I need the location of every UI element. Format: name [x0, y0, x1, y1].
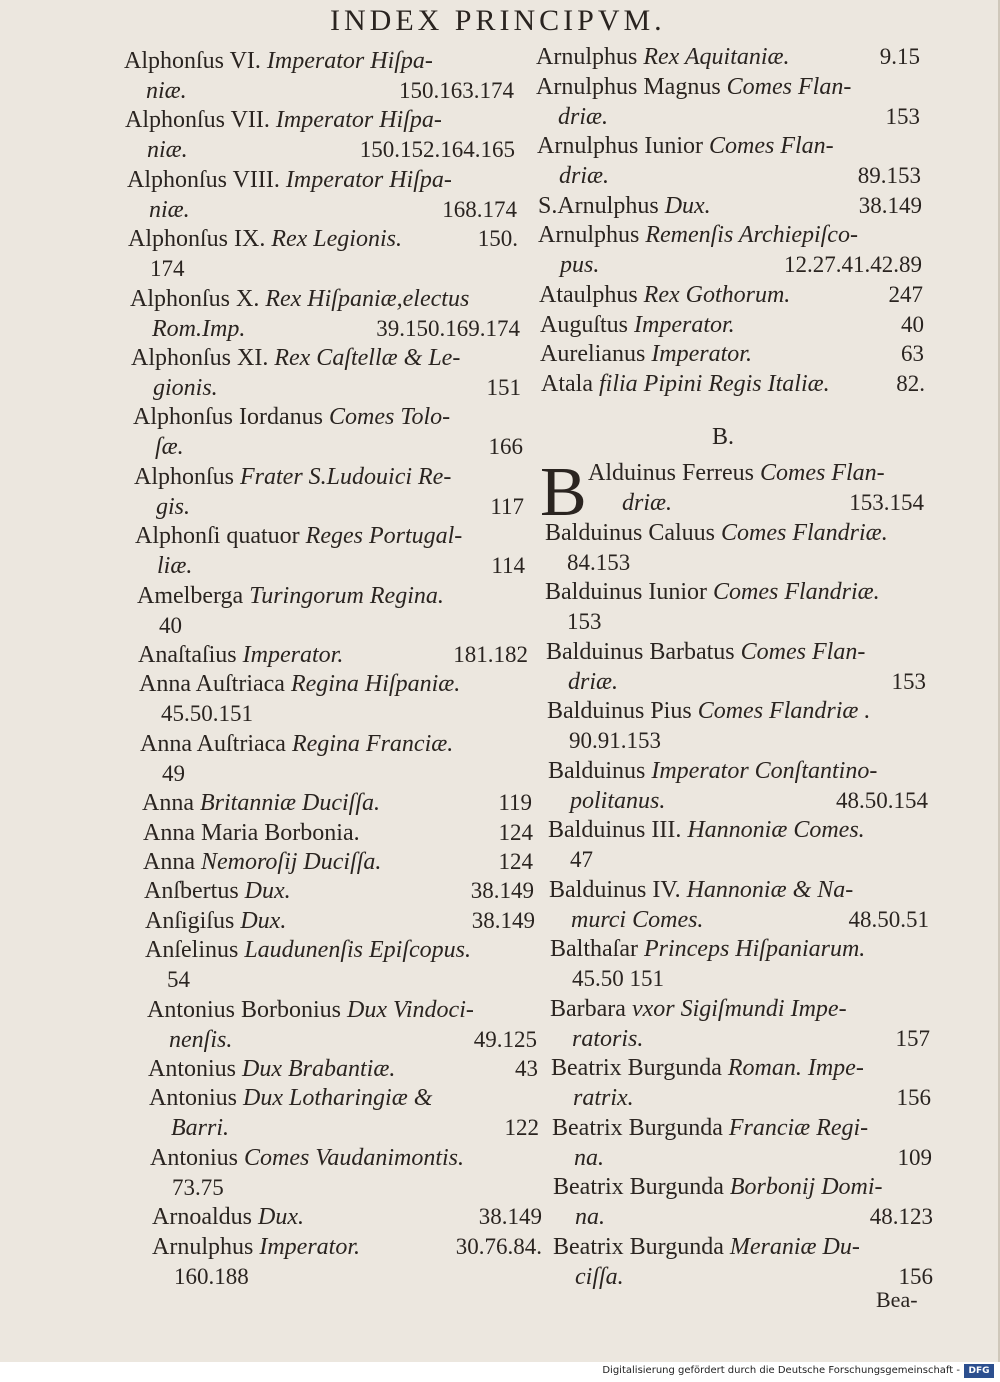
entry-title: Nemoroſij Duciſſa.: [200, 849, 382, 875]
entry-line: [143, 820, 360, 847]
entry-pages: 49.125: [473, 1026, 537, 1052]
entry-title: filia Pipini Regis Italiæ.: [598, 370, 830, 397]
entry-pages: 39.150.169.174: [376, 315, 520, 341]
entry-line: [548, 758, 877, 785]
entry-line: [553, 1234, 860, 1261]
entry-pages: 247: [888, 282, 923, 307]
entry-continuation: na.: [575, 1204, 605, 1230]
entry-line: [128, 226, 402, 253]
entry-title: Frater S.Ludouici Re-: [240, 463, 452, 490]
entry-name: Balduinus Barbatus: [546, 638, 735, 665]
entry-pages: 38.149: [858, 192, 922, 218]
entry-continuation: liæ.: [157, 553, 193, 580]
entry-title: Dux Lotharingiæ &: [243, 1085, 433, 1112]
entry-title: Comes Tolo-: [328, 404, 451, 431]
entry-pages: 150.: [477, 226, 518, 252]
entry-name: Beatrix Burgunda: [551, 1055, 722, 1081]
entry-title: Comes Flan-: [708, 133, 834, 160]
entry-pages: 174: [150, 256, 185, 282]
entry-name: Arnulphus: [538, 222, 640, 249]
entry-name: Ataulphus: [539, 282, 638, 308]
entry-pages: 117: [490, 493, 524, 519]
entry-title: Borbonij Domi-: [729, 1174, 883, 1200]
entry-line: [550, 936, 865, 963]
entry-title: Hannoniæ & Na-: [686, 876, 854, 903]
entry-line: [540, 312, 735, 339]
entry-line: [145, 908, 286, 935]
entry-line: [131, 345, 460, 372]
entry-title: Dux Vindoci-: [347, 996, 474, 1023]
entry-title: Reges Portugal-: [305, 523, 463, 550]
index-entry: [548, 817, 928, 877]
entry-name: Antonius: [150, 1144, 239, 1171]
entry-pages: 122: [504, 1115, 539, 1141]
entry-title: Imperator.: [634, 311, 735, 338]
entry-name: Arnulphus: [152, 1233, 254, 1260]
entry-title: Princeps Hiſpaniarum.: [643, 936, 866, 962]
entry-line: [547, 698, 870, 725]
entry-title: Imperator.: [259, 1233, 361, 1260]
index-entry: [553, 1234, 933, 1294]
entry-name: Alphonſus Iordanus: [133, 404, 323, 431]
entry-line: [538, 193, 711, 220]
entry-name: Beatrix Burgunda: [553, 1174, 724, 1200]
entry-title: Rex Legionis.: [271, 226, 402, 253]
entry-line: [545, 579, 880, 606]
entry-name: Alphonſus VII.: [125, 107, 270, 134]
entry-name: Arnulphus Magnus: [536, 73, 721, 100]
entry-title: vxor Sigiſmundi Impe-: [631, 995, 847, 1022]
entry-continuation: politanus.: [570, 787, 666, 814]
entry-line: [148, 1056, 395, 1083]
index-entry: [152, 1234, 542, 1294]
entry-pages: 166: [488, 434, 523, 460]
entry-name: Anna: [142, 790, 194, 817]
digitization-footer: [0, 1362, 1000, 1382]
entry-pages: 153: [567, 609, 602, 634]
index-entry: [538, 222, 922, 282]
index-entry: [544, 460, 924, 520]
entry-line: [133, 404, 450, 431]
entry-pages: 40: [901, 311, 924, 337]
entry-name: Balthaſar: [550, 936, 638, 962]
entry-line: [541, 371, 830, 398]
entry-pages: 89.153: [857, 163, 921, 189]
entry-name: Balduinus Caluus: [545, 519, 716, 546]
entry-pages: 114: [491, 553, 525, 579]
entry-title: Comes Flan-: [740, 638, 866, 665]
index-entry: [137, 583, 527, 643]
index-entry: [550, 936, 930, 996]
entry-name: Balduinus: [548, 757, 646, 784]
entry-continuation: Barri.: [171, 1115, 230, 1142]
entry-line: [125, 107, 442, 134]
entry-pages: 168.174: [442, 196, 517, 222]
entry-pages: 109: [897, 1144, 932, 1170]
entry-continuation: ratrix.: [573, 1085, 634, 1111]
entry-title: Rex Aquitaniæ.: [643, 44, 790, 70]
entry-pages: 49: [162, 760, 185, 786]
entry-continuation: niæ.: [147, 137, 188, 164]
entry-line: [537, 133, 834, 160]
entry-title: Dux.: [257, 1204, 304, 1231]
entry-line: [149, 1085, 432, 1112]
entry-line: [137, 583, 444, 610]
entry-line: [145, 937, 471, 964]
entry-title: Dux.: [240, 907, 287, 934]
entry-line: [538, 222, 858, 249]
entry-name: S.Arnulphus: [538, 192, 659, 219]
entry-title: Dux Brabantiæ.: [242, 1056, 396, 1082]
index-entry: [124, 48, 514, 108]
entry-name: Atala: [541, 370, 593, 397]
index-entry: [147, 997, 537, 1057]
entry-line: [144, 878, 291, 905]
entry-continuation: driæ.: [559, 163, 610, 190]
entry-pages: 124: [498, 849, 533, 874]
entry-name: Antonius: [149, 1085, 238, 1112]
entry-pages: 153: [885, 103, 920, 129]
entry-pages: 119: [498, 790, 532, 816]
section-heading-b: B.: [712, 424, 735, 450]
entry-line: [152, 1204, 304, 1231]
entry-pages: 47: [570, 847, 593, 872]
index-entry: [149, 1085, 539, 1145]
entry-line: [150, 1145, 464, 1172]
entry-line: [553, 1174, 883, 1201]
index-entry: [135, 523, 525, 583]
entry-pages: 82.: [896, 370, 925, 396]
entry-continuation: nenſis.: [169, 1026, 233, 1053]
entry-title: Hannoniæ Comes.: [687, 817, 865, 843]
entry-continuation: gis.: [156, 493, 191, 520]
entry-line: [140, 731, 453, 758]
entry-title: Regina Franciæ.: [291, 730, 454, 757]
entry-continuation: driæ.: [622, 490, 673, 516]
dfg-logo: DFG: [964, 1364, 994, 1378]
index-entry: [150, 1145, 540, 1205]
entry-title: Turingorum Regina.: [249, 582, 444, 609]
entry-title: Imperator Conſtantino-: [651, 757, 878, 784]
entry-continuation: driæ.: [558, 103, 609, 130]
index-entry: [125, 107, 515, 167]
entry-title: Imperator Hiſpa-: [266, 48, 433, 74]
entry-line: [545, 520, 888, 547]
index-entry: [545, 520, 925, 580]
entry-pages: 40: [159, 612, 182, 638]
index-entry: [134, 464, 524, 524]
entry-line: [147, 997, 474, 1024]
entry-pages: 38.149: [470, 878, 534, 904]
footer-credit: Digitalisierung gefördert durch die Deutsche Forschungsgemeinschaft -: [602, 1365, 960, 1376]
entry-pages: 153.154: [849, 490, 924, 515]
index-entry: [140, 731, 530, 791]
entry-title: Comes Flan-: [759, 460, 885, 486]
entry-continuation: niæ.: [149, 196, 190, 223]
index-entry: [551, 1055, 931, 1115]
entry-title: Imperator.: [651, 341, 752, 368]
index-entry: [541, 371, 925, 431]
entry-name: Alphonſus VIII.: [127, 166, 280, 193]
entry-pages: 48.50.51: [848, 906, 929, 932]
drop-cap: B: [540, 454, 587, 531]
entry-name: Alphonſus IX.: [128, 226, 266, 253]
entry-line: [536, 44, 790, 71]
entry-name: Balduinus IV.: [549, 876, 681, 903]
entry-name: Anna Auſtriaca: [140, 730, 286, 757]
entry-continuation: ciſſa.: [575, 1263, 624, 1290]
entry-name: Alduinus Ferreus: [588, 460, 754, 486]
entry-pages: 153: [891, 668, 926, 694]
entry-line: [138, 642, 343, 669]
entry-line: [588, 460, 885, 487]
entry-continuation: ratoris.: [572, 1025, 644, 1052]
entry-line: [134, 464, 451, 491]
entry-title: Imperator Hiſpa-: [285, 166, 452, 193]
entry-pages: 63: [901, 341, 924, 367]
entry-line: [549, 877, 853, 904]
entry-line: [135, 523, 462, 550]
catchword: Bea-: [876, 1287, 918, 1312]
entry-title: Laudunenſis Epiſcopus.: [244, 937, 471, 964]
entry-title: Dux.: [664, 192, 711, 219]
entry-title: Meraniæ Du-: [729, 1233, 860, 1260]
entry-name: Aurelianus: [540, 341, 646, 368]
entry-name: Alphonſus XI.: [131, 345, 269, 371]
index-entry: [145, 937, 535, 997]
index-entry: [536, 74, 920, 134]
entry-continuation: Rom.Imp.: [152, 315, 246, 342]
entry-name: Antonius: [148, 1056, 237, 1082]
entry-title: Comes Vaudanimontis.: [244, 1144, 465, 1171]
entry-line: [552, 1115, 868, 1142]
entry-pages: 124: [498, 819, 533, 845]
entry-title: Comes Flandriæ.: [721, 519, 888, 546]
entry-continuation: ſæ.: [155, 434, 184, 461]
entry-title: Rex Caſtellæ & Le-: [274, 345, 461, 371]
entry-line: [539, 282, 790, 309]
entry-line: [124, 48, 433, 75]
entry-name: Beatrix Burgunda: [553, 1233, 724, 1260]
entry-title: Comes Flandriæ .: [697, 698, 871, 724]
index-entry: [546, 639, 926, 699]
entry-line: [546, 639, 865, 666]
entry-name: Anaſtaſius: [138, 642, 237, 668]
entry-continuation: murci Comes.: [571, 906, 704, 933]
entry-name: Antonius Borbonius: [147, 996, 342, 1023]
entry-continuation: gionis.: [153, 375, 218, 401]
entry-line: [127, 167, 452, 194]
entry-pages: 38.149: [471, 907, 535, 933]
entry-name: Amelberga: [137, 582, 244, 609]
entry-continuation: niæ.: [146, 78, 187, 104]
entry-title: Dux.: [244, 878, 291, 905]
index-entry: [133, 404, 523, 464]
index-entry: [553, 1174, 933, 1234]
page-title: INDEX PRINCIPVM.: [330, 4, 666, 37]
entry-pages: 156: [898, 1263, 933, 1289]
index-entry: [537, 133, 921, 193]
entry-name: Alphonſus VI.: [124, 48, 261, 74]
entry-name: Anſigiſus: [145, 907, 235, 934]
entry-title: Roman. Impe-: [727, 1055, 864, 1081]
entry-pages: 157: [895, 1025, 930, 1051]
index-entry: [545, 579, 925, 639]
entry-title: Rex Hiſpaniæ,electus: [265, 285, 470, 312]
entry-line: [143, 849, 381, 876]
entry-pages: 181.182: [453, 642, 528, 667]
entry-pages: 160.188: [174, 1263, 249, 1289]
entry-name: Anſbertus: [144, 878, 239, 905]
entry-line: [550, 996, 847, 1023]
entry-name: Anſelinus: [145, 937, 239, 964]
entry-name: Auguſtus: [540, 311, 629, 338]
entry-pages: 150.163.174: [399, 78, 514, 103]
entry-pages: 43: [515, 1056, 538, 1081]
entry-pages: 150.152.164.165: [359, 137, 515, 163]
entry-title: Comes Flan-: [726, 73, 852, 100]
entry-title: Remenſis Archiepiſco-: [645, 222, 858, 249]
entry-name: Balduinus Pius: [547, 698, 692, 724]
entry-line: [142, 790, 380, 817]
entry-pages: 73.75: [172, 1174, 224, 1200]
index-entry: [128, 226, 518, 286]
entry-name: Barbara: [550, 995, 626, 1022]
entry-pages: 84.153: [567, 549, 631, 575]
entry-pages: 156: [896, 1085, 931, 1110]
entry-line: [130, 286, 469, 313]
entry-title: Imperator Hiſpa-: [275, 107, 442, 134]
entry-line: [536, 74, 851, 101]
entry-title: Franciæ Regi-: [728, 1114, 869, 1141]
entry-name: Arnulphus: [536, 44, 638, 70]
entry-pages: 30.76.84.: [455, 1233, 542, 1259]
index-entry: [547, 698, 927, 758]
entry-continuation: driæ.: [568, 668, 619, 695]
entry-pages: 90.91.153: [569, 728, 661, 753]
entry-title: Britanniæ Duciſſa.: [199, 790, 380, 817]
entry-title: Rex Gothorum.: [643, 282, 791, 308]
index-entry: [139, 671, 529, 731]
index-entry: [131, 345, 521, 405]
entry-line: [540, 341, 752, 368]
entry-pages: 12.27.41.42.89: [784, 252, 922, 278]
entry-name: Alphonſi quatuor: [135, 523, 300, 550]
entry-pages: 45.50 151: [572, 966, 664, 991]
entry-line: [548, 817, 865, 844]
entry-name: Balduinus Iunior: [545, 579, 707, 605]
index-entry: [127, 167, 517, 227]
entry-pages: 9.15: [879, 44, 920, 69]
entry-name: Arnoaldus: [152, 1204, 252, 1231]
entry-name: Alphonſus X.: [130, 285, 260, 312]
index-entry: [552, 1115, 932, 1175]
index-entry: [548, 758, 928, 818]
entry-name: Balduinus III.: [548, 817, 682, 843]
entry-name: Arnulphus Iunior: [537, 133, 703, 160]
entry-name: Anna Auſtriaca: [139, 671, 285, 698]
entry-pages: 45.50.151: [161, 701, 253, 727]
entry-title: Regina Hiſpaniæ.: [290, 671, 461, 698]
entry-title: Imperator.: [242, 642, 344, 668]
entry-continuation: pus.: [560, 252, 600, 279]
entry-pages: 151: [486, 375, 521, 400]
entry-pages: 54: [167, 967, 190, 993]
entry-name: Alphonſus: [134, 463, 235, 490]
index-entry: [549, 877, 929, 937]
entry-line: [152, 1234, 360, 1261]
index-entry: [130, 286, 520, 346]
entry-pages: 38.149: [478, 1204, 542, 1230]
entry-name: Anna: [143, 849, 195, 875]
entry-continuation: na.: [574, 1144, 604, 1171]
entry-name: Anna Maria Borbonia.: [143, 819, 360, 846]
entry-name: Beatrix Burgunda: [552, 1114, 723, 1141]
entry-line: [139, 671, 460, 698]
entry-pages: 48.123: [869, 1204, 933, 1229]
entry-title: Comes Flandriæ.: [713, 579, 880, 605]
entry-line: [551, 1055, 864, 1082]
index-entry: [550, 996, 930, 1056]
entry-pages: 48.50.154: [836, 787, 928, 813]
